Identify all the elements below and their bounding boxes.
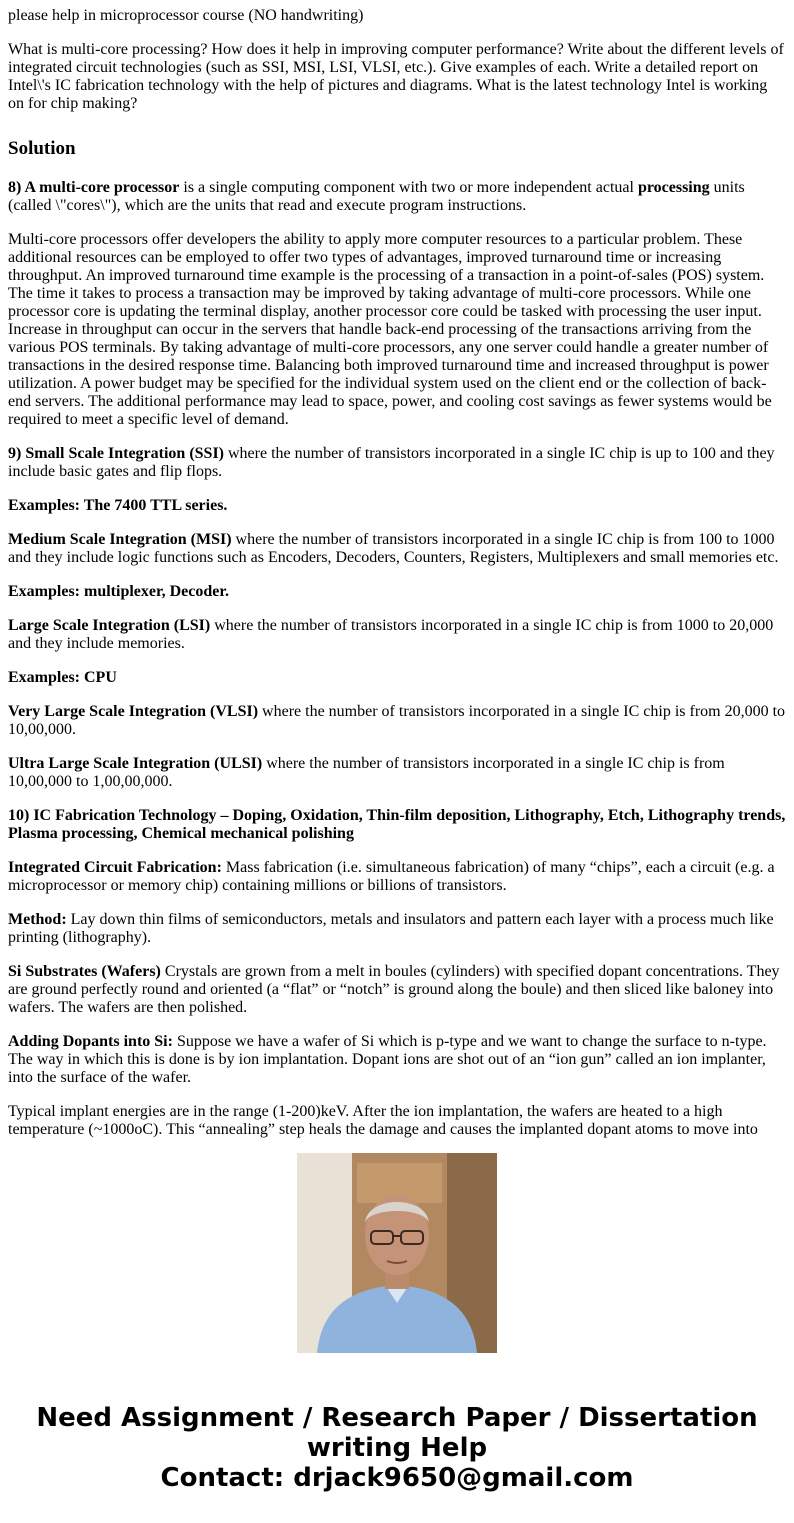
dopants-paragraph: Adding Dopants into Si: Suppose we have a wafer of Si which is p-type and we want to change the surface to n-type. The way in which this is done is by ion implantation. Dopant ions are shot out of an “ion gun” called an ion implanter, into the surface of the wafer. xyxy=(8,1033,767,1086)
lsi-paragraph: Large Scale Integration (LSI) where the number of transistors incorporated in a single IC chip is from 1000 to 20,000 and they include memories. xyxy=(8,617,774,652)
article-body xyxy=(8,0,786,1138)
ulsi-paragraph: Ultra Large Scale Integration (ULSI) where the number of transistors incorporated in a single IC chip is from 10,00,000 to 1,00,00,000. xyxy=(8,755,725,790)
implant-paragraph: Typical implant energies are in the range (1-200)keV. After the ion implantation, the wafers are heated to a high temperature (~1000oC). This “annealing” step heals the damage and causes the implanted dopant atoms to move into xyxy=(8,1103,758,1138)
wafers-paragraph: Si Substrates (Wafers) Crystals are grown from a melt in boules (cylinders) with specified dopant concentrations. They are ground perfectly round and oriented (a “flat” or “notch” is ground along the boule) and then sliced like baloney into wafers. The wafers are then polished. xyxy=(8,963,780,1016)
multicore-definition: 8) A multi-core processor is a single computing component with two or more independent actual processing units (called \"cores\"), which are the units that read and execute program instructions. xyxy=(8,179,745,214)
lsi-examples: Examples: CPU xyxy=(8,669,117,686)
banner-line-1: Need Assignment / Research Paper / Dissertation xyxy=(36,1403,758,1433)
solution-heading: Solution xyxy=(8,138,76,159)
banner-contact: Contact: drjack9650@gmail.com xyxy=(160,1463,634,1493)
method-paragraph: Method: Lay down thin films of semiconductors, metals and insulators and pattern each layer with a process much like printing (lithography). xyxy=(8,911,774,946)
person-photo-icon xyxy=(297,1153,497,1353)
author-avatar xyxy=(297,1153,497,1353)
msi-paragraph: Medium Scale Integration (MSI) where the number of transistors incorporated in a single IC chip is from 100 to 1000 and they include logic functions such as Encoders, Decoders, Counters, Registers, Multiplexers and small memories etc. xyxy=(8,531,779,566)
question-text: What is multi-core processing? How does it help in improving computer performance? Write about the different levels of integrated circuit technologies (such as SSI, MSI, LSI, VLSI, etc.). Give examples of each. Write a detailed report on Intel\'s IC fabrication technology with the help of pictures and diagrams. What is the latest technology Intel is working on for chip making? xyxy=(8,41,784,112)
fabrication-heading: 10) IC Fabrication Technology – Doping, Oxidation, Thin-film deposition, Lithography, Etch, Lithography trends, Plasma processing, Chemical mechanical polishing xyxy=(8,807,786,842)
ssi-examples: Examples: The 7400 TTL series. xyxy=(8,497,228,514)
multicore-lead: 8) A multi-core processor xyxy=(8,179,180,196)
vlsi-paragraph: Very Large Scale Integration (VLSI) where the number of transistors incorporated in a single IC chip is from 20,000 to 10,00,000. xyxy=(8,703,786,738)
ssi-paragraph: 9) Small Scale Integration (SSI) where the number of transistors incorporated in a single IC chip is up to 100 and they include basic gates and flip flops. xyxy=(8,445,775,480)
banner-line-2: writing Help xyxy=(306,1433,488,1463)
msi-examples: Examples: multiplexer, Decoder. xyxy=(8,583,230,600)
multicore-paragraph: Multi-core processors offer developers the ability to apply more computer resources to a particular problem. These additional resources can be employed to offer two types of advantages, improved turnaround time or increasing throughput. An improved turnaround time example is the processing of a transaction in a point-of-sales (POS) system. The time it takes to process a transaction may be improved by taking advantage of multi-core processors. While one processor core is updating the terminal display, another processor core could be tasked with processing the user input. Increase in throughput can occur in the servers that handle back-end processing of the transactions arriving from the various POS terminals. By taking advantage of multi-core processors, any one server could handle a greater number of transactions in the desired response time. Balancing both improved turnaround time and increased throughput is power utilization. A power budget may be specified for the individual system used on the client end or the collection of back-end servers. The additional performance may lead to space, power, and cooling cost savings as fewer systems would be required to meet a specific level of demand. xyxy=(8,231,772,428)
contact-banner xyxy=(0,1403,794,1493)
icf-paragraph: Integrated Circuit Fabrication: Mass fabrication (i.e. simultaneous fabrication) of many “chips”, each a circuit (e.g. a microprocessor or memory chip) containing millions or billions of transistors. xyxy=(8,859,775,894)
question-title: please help in microprocessor course (NO handwriting) xyxy=(8,7,364,24)
